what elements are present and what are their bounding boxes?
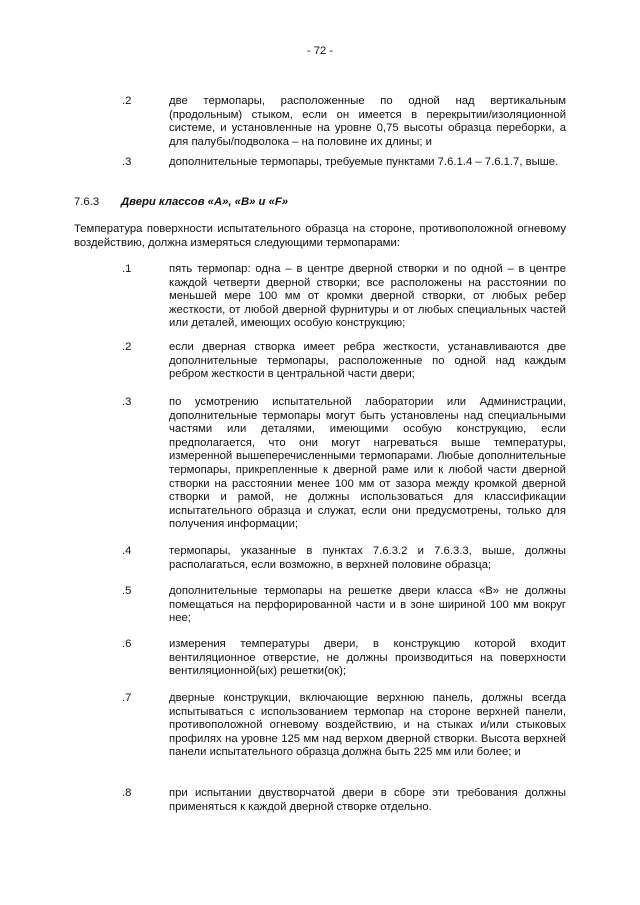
item-text: дверные конструкции, включающие верхнюю панель, должны всегда испытываться с использованием термопар на стороне верхней панели, противоположной огневому воздействию, и на стыках и/или стыковых профилях на уровне 125 мм над верхом дверной створки. Высота верхней панели испытательного образца должна быть 225 мм или более; и — [169, 692, 566, 759]
section-number: 7.6.3 — [74, 196, 100, 208]
item-text: дополнительные термопары на решетке двери класса «B» не должны помещаться на перфорированной части и в зоне шириной 100 мм вокруг нее; — [169, 585, 566, 625]
item-number: .8 — [122, 787, 132, 799]
item-text: измерения температуры двери, в конструкцию которой входит вентиляционное отверстие, не должны производиться на поверхности вентиляционной(ых) решетки(ок); — [169, 638, 566, 678]
item-text: пять термопар: одна – в центре дверной створки и по одной – в центре каждой четверти дверной створки; все расположены на расстоянии по меньшей мере 100 мм от кромки дверной створки, от любых ребер жесткости, от любой дверной фурнитуры и от любых специальных частей или деталей, имеющих особую конструкцию; — [169, 263, 566, 330]
page-number: - 72 - — [306, 45, 334, 57]
section-title: Двери классов «A», «B» и «F» — [121, 196, 289, 208]
list-item — [122, 341, 566, 382]
item-text: дополнительные термопары, требуемые пунктами 7.6.1.4 – 7.6.1.7, выше. — [169, 156, 559, 168]
item-number: .6 — [122, 638, 132, 650]
item-number: .4 — [122, 545, 132, 557]
item-number: .2 — [122, 341, 132, 353]
item-number: .5 — [122, 585, 132, 597]
item-number: .3 — [122, 396, 132, 408]
list-item — [122, 95, 566, 149]
list-item — [122, 585, 566, 626]
item-text: при испытании двустворчатой двери в сборе эти требования должны применяться к каждой дверной створке отдельно. — [169, 787, 566, 813]
intro-paragraph: Температура поверхности испытательного образца на стороне, противоположной огневому воздействию, должна измеряться следующими термопарами: — [74, 223, 566, 249]
item-text: термопары, указанные в пунктах 7.6.3.2 и 7.6.3.3, выше, должны располагаться, если возможно, в верхней половине образца; — [169, 545, 566, 571]
item-number: .1 — [122, 263, 132, 275]
item-number: .7 — [122, 692, 132, 704]
list-item — [122, 692, 566, 760]
item-text: если дверная створка имеет ребра жесткости, устанавливаются две дополнительные термопары, расположенные по одной над каждым ребром жесткости в центральной части двери; — [169, 341, 566, 381]
list-item — [122, 638, 566, 679]
list-item — [122, 396, 566, 532]
item-number: .3 — [122, 156, 132, 168]
list-item — [122, 545, 566, 572]
item-text: по усмотрению испытательной лаборатории или Администрации, дополнительные термопары могут быть установлены над специальными частями или деталями, имеющими особую конструкцию, если предполагается, что они могут нагреваться выше температуры, измеренной вышеперечисленными термопарами. Любые дополнительные термопары, прикрепленные к дверной раме или к любой части дверной створки на расстоянии менее 100 мм от зазора между кромкой дверной створки и рамой, не должны использоваться для классификации испытательного образца и служат, если они предусмотрены, только для получения информации; — [169, 396, 566, 531]
list-item — [122, 787, 566, 814]
item-text: две термопары, расположенные по одной над вертикальным (продольным) стыком, если он имеется в перекрытии/изоляционной системе, и установленные на уровне 0,75 высоты образца переборки, а для палубы/подволока – на половине их длины; и — [169, 95, 566, 148]
item-number: .2 — [122, 95, 132, 107]
list-item — [122, 156, 566, 170]
list-item — [122, 263, 566, 331]
